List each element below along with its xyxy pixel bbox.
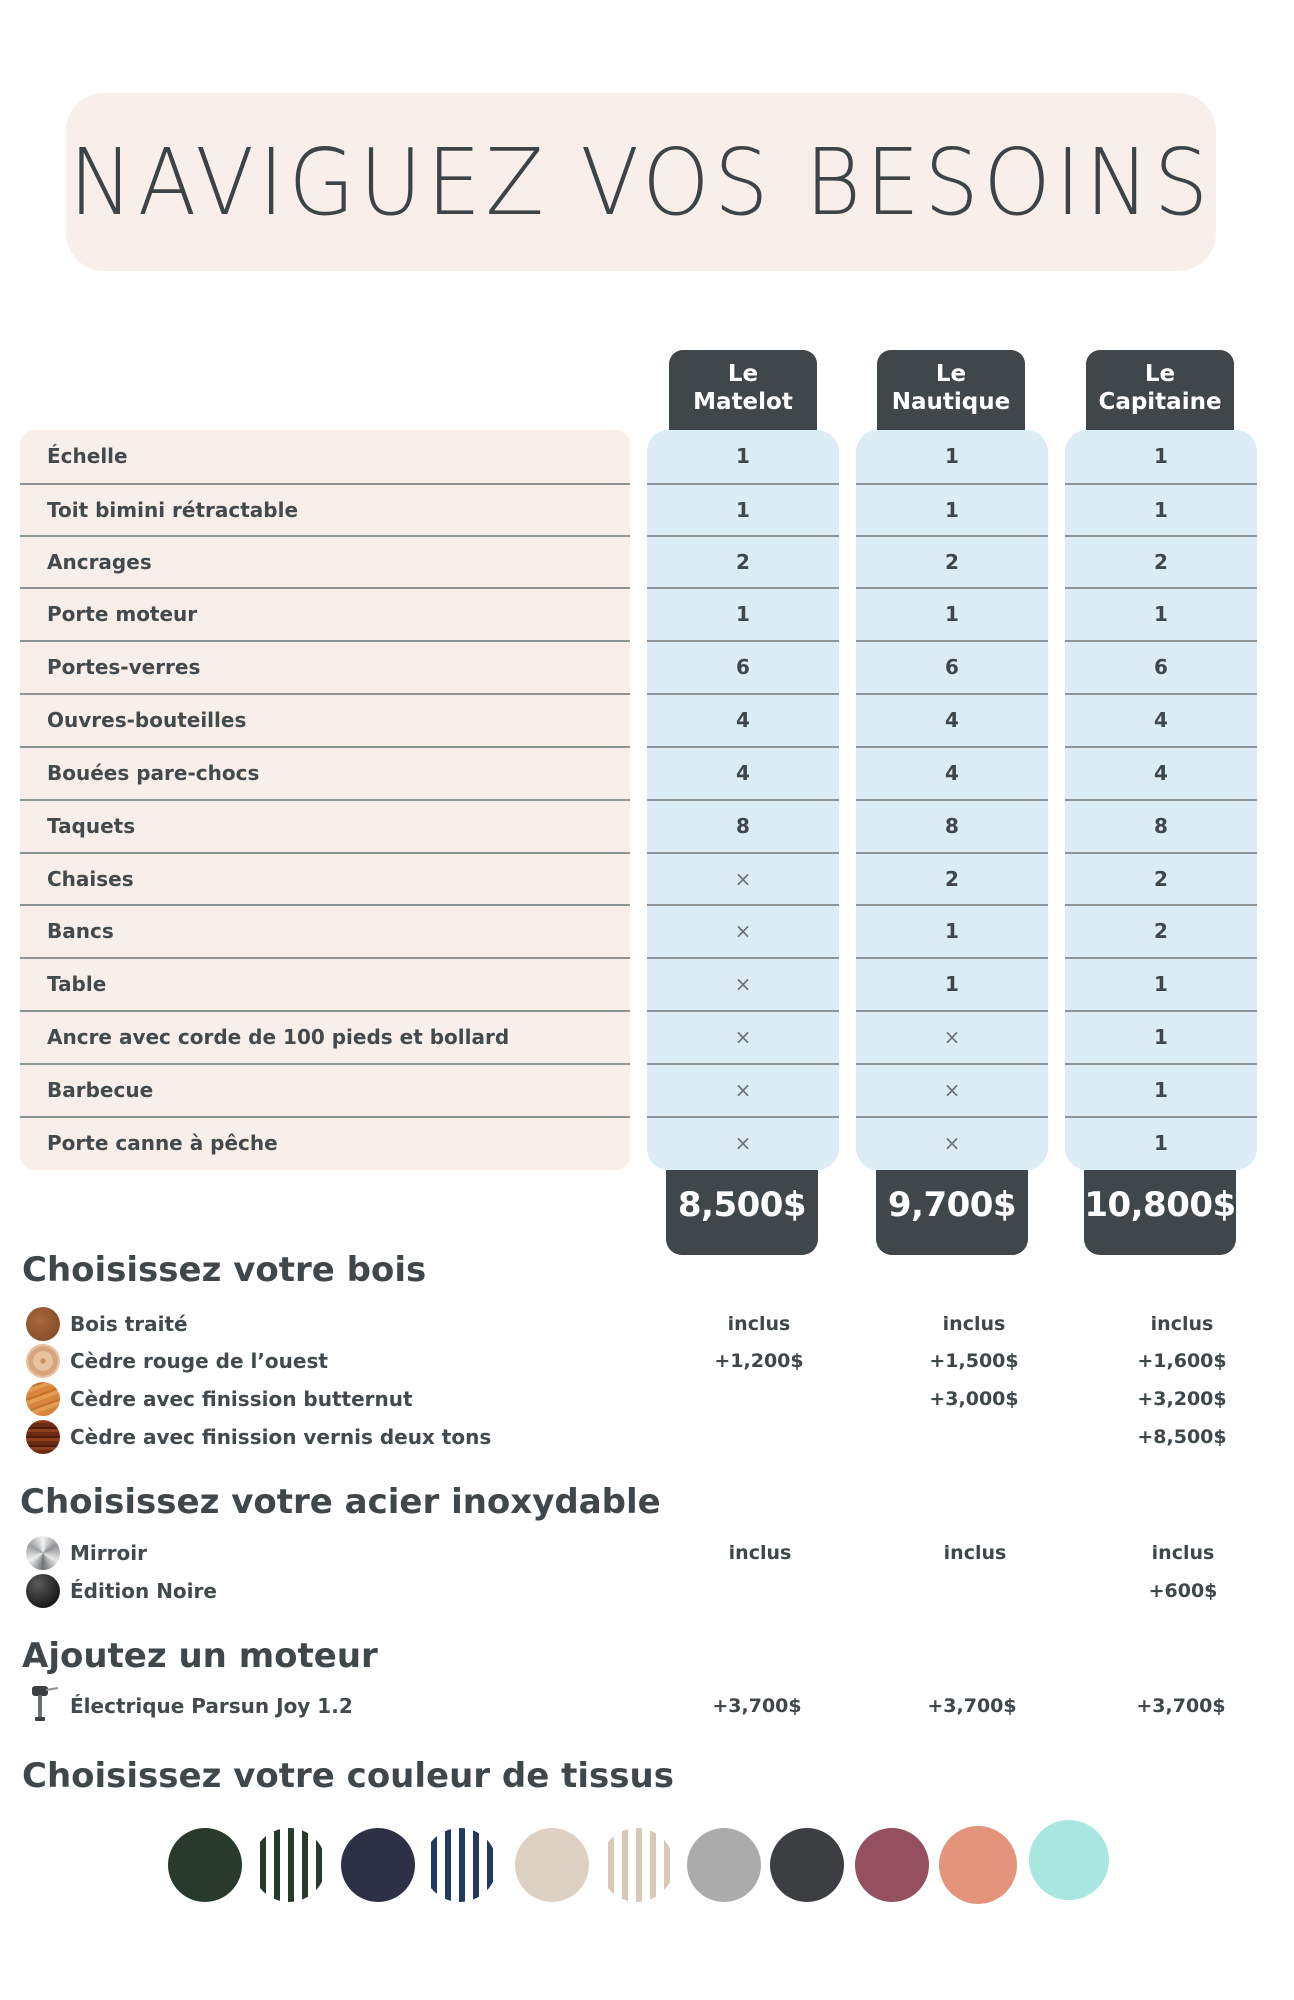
wood-heading: Choisissez votre bois (22, 1250, 427, 1290)
option-price-capitaine: +1,600$ (1137, 1350, 1227, 1372)
feature-value-capitaine: 2 (1154, 867, 1168, 891)
feature-value-nautique: 2 (945, 550, 959, 574)
feature-row (0, 905, 1294, 958)
feature-name: Taquets (47, 814, 136, 838)
option-row[interactable] (24, 1343, 1284, 1379)
feature-value-matelot: × (734, 972, 752, 996)
fabric-swatch-dark-green[interactable] (168, 1828, 242, 1902)
model-header-line1: Le (1144, 361, 1176, 387)
feature-value-matelot: 1 (736, 602, 750, 626)
feature-value-matelot: × (734, 1078, 752, 1102)
fabric-swatch-beige-striped[interactable] (600, 1828, 674, 1902)
option-price-nautique: inclus (942, 1313, 1006, 1335)
option-price-capitaine: +600$ (1148, 1580, 1218, 1602)
feature-value-capitaine: 2 (1154, 550, 1168, 574)
feature-value-capitaine: 1 (1154, 1131, 1168, 1155)
treated-wood-icon (26, 1307, 60, 1341)
model-header-nautique (877, 350, 1025, 430)
option-price-nautique: +3,700$ (927, 1695, 1017, 1717)
feature-name: Bouées pare-chocs (47, 761, 260, 785)
option-price-matelot: inclus (728, 1542, 792, 1564)
feature-name: Chaises (47, 867, 134, 891)
feature-row (0, 800, 1294, 853)
feature-row (0, 588, 1294, 641)
outboard-motor-icon (26, 1684, 60, 1718)
feature-value-capitaine: 2 (1154, 919, 1168, 943)
feature-value-matelot: 6 (736, 655, 750, 679)
feature-value-capitaine: 1 (1154, 1025, 1168, 1049)
feature-name: Ancrages (47, 550, 152, 574)
feature-row (0, 484, 1294, 537)
option-price-capitaine: +3,700$ (1136, 1695, 1226, 1717)
feature-value-matelot: 1 (736, 498, 750, 522)
steel-heading: Choisissez votre acier inoxydable (20, 1482, 661, 1522)
feature-row (0, 1117, 1294, 1170)
feature-value-matelot: 2 (736, 550, 750, 574)
feature-value-nautique: 6 (945, 655, 959, 679)
model-header-line1: Le (935, 361, 967, 387)
feature-value-matelot: × (734, 1131, 752, 1155)
option-price-capitaine: inclus (1150, 1313, 1214, 1335)
feature-name: Portes-verres (47, 655, 201, 679)
feature-value-nautique: 1 (945, 498, 959, 522)
feature-value-nautique: 2 (945, 867, 959, 891)
feature-name: Porte canne à pêche (47, 1131, 278, 1155)
fabric-swatch-coral[interactable] (939, 1826, 1017, 1904)
feature-name: Toit bimini rétractable (47, 498, 299, 522)
feature-value-matelot: 8 (736, 814, 750, 838)
mirror-steel-icon (26, 1536, 60, 1570)
feature-value-nautique: × (943, 1078, 961, 1102)
fabric-swatch-navy[interactable] (341, 1828, 415, 1902)
option-price-matelot: +1,200$ (714, 1350, 804, 1372)
price-capitaine: 10,800$ (1084, 1170, 1236, 1255)
feature-value-nautique: 4 (945, 708, 959, 732)
feature-value-matelot: × (734, 867, 752, 891)
feature-value-matelot: × (734, 919, 752, 943)
option-label: Édition Noire (70, 1579, 217, 1603)
feature-value-capitaine: 1 (1154, 972, 1168, 996)
option-row[interactable] (24, 1306, 1284, 1342)
title-banner (66, 93, 1216, 271)
model-header-line2: Capitaine (1098, 389, 1222, 415)
feature-value-nautique: × (943, 1131, 961, 1155)
option-row[interactable] (24, 1688, 1284, 1724)
option-label: Bois traité (70, 1312, 188, 1336)
feature-row (0, 853, 1294, 906)
black-steel-icon (26, 1574, 60, 1608)
option-price-capitaine: +3,200$ (1137, 1388, 1227, 1410)
feature-row (0, 694, 1294, 747)
option-price-nautique: +3,000$ (929, 1388, 1019, 1410)
feature-name: Échelle (47, 444, 128, 468)
feature-value-nautique: 1 (945, 602, 959, 626)
feature-row (0, 430, 1294, 483)
option-price-matelot: +3,700$ (712, 1695, 802, 1717)
feature-row (0, 747, 1294, 800)
option-price-matelot: inclus (727, 1313, 791, 1335)
option-label: Électrique Parsun Joy 1.2 (70, 1694, 353, 1718)
feature-value-matelot: 4 (736, 761, 750, 785)
feature-row (0, 1064, 1294, 1117)
feature-value-matelot: 4 (736, 708, 750, 732)
option-row[interactable] (24, 1535, 1284, 1571)
feature-value-matelot: 1 (736, 444, 750, 468)
option-price-capitaine: +8,500$ (1137, 1426, 1227, 1448)
price-nautique: 9,700$ (876, 1170, 1028, 1255)
option-label: Cèdre avec finission vernis deux tons (70, 1425, 492, 1449)
feature-value-capitaine: 4 (1154, 708, 1168, 732)
model-header-capitaine (1086, 350, 1234, 430)
option-row[interactable] (24, 1419, 1284, 1455)
feature-value-capitaine: 6 (1154, 655, 1168, 679)
feature-value-capitaine: 1 (1154, 602, 1168, 626)
option-row[interactable] (24, 1381, 1284, 1417)
model-header-line2: Matelot (693, 389, 793, 415)
model-header-line1: Le (727, 361, 759, 387)
option-price-capitaine: inclus (1151, 1542, 1215, 1564)
feature-value-nautique: 1 (945, 972, 959, 996)
option-label: Cèdre rouge de l’ouest (70, 1349, 328, 1373)
feature-row (0, 1011, 1294, 1064)
feature-name: Ancre avec corde de 100 pieds et bollard (47, 1025, 510, 1049)
feature-value-nautique: 4 (945, 761, 959, 785)
fabric-swatch-charcoal[interactable] (770, 1828, 844, 1902)
feature-value-nautique: 1 (945, 919, 959, 943)
feature-value-matelot: × (734, 1025, 752, 1049)
feature-name: Barbecue (47, 1078, 154, 1102)
price-matelot: 8,500$ (666, 1170, 818, 1255)
feature-row (0, 641, 1294, 694)
model-header-line2: Nautique (891, 389, 1011, 415)
motor-heading: Ajoutez un moteur (22, 1636, 378, 1676)
option-price-nautique: +1,500$ (929, 1350, 1019, 1372)
feature-name: Bancs (47, 919, 114, 943)
feature-value-capitaine: 1 (1154, 498, 1168, 522)
fabric-swatch-burgundy[interactable] (855, 1828, 929, 1902)
fabric-swatch-dark-green-striped[interactable] (252, 1828, 326, 1902)
feature-row (0, 536, 1294, 589)
feature-row (0, 958, 1294, 1011)
feature-value-capitaine: 1 (1154, 444, 1168, 468)
option-label: Cèdre avec finission butternut (70, 1387, 413, 1411)
feature-value-nautique: 1 (945, 444, 959, 468)
feature-value-capitaine: 1 (1154, 1078, 1168, 1102)
option-label: Mirroir (70, 1541, 147, 1565)
fabric-swatch-grey[interactable] (687, 1828, 761, 1902)
red-cedar-icon (26, 1344, 60, 1378)
fabric-heading: Choisissez votre couleur de tissus (22, 1756, 674, 1796)
feature-name: Ouvres-bouteilles (47, 708, 247, 732)
fabric-swatch-navy-striped[interactable] (423, 1828, 497, 1902)
option-price-nautique: inclus (943, 1542, 1007, 1564)
fabric-swatch-beige[interactable] (515, 1828, 589, 1902)
feature-value-nautique: 8 (945, 814, 959, 838)
feature-value-capitaine: 4 (1154, 761, 1168, 785)
feature-value-capitaine: 8 (1154, 814, 1168, 838)
option-row[interactable] (24, 1573, 1284, 1609)
butternut-cedar-icon (26, 1382, 60, 1416)
feature-value-nautique: × (943, 1025, 961, 1049)
page-title: NAVIGUEZ VOS BESOINS (69, 128, 1213, 236)
fabric-swatch-aqua[interactable] (1029, 1820, 1109, 1900)
feature-name: Porte moteur (47, 602, 198, 626)
two-tone-cedar-icon (26, 1420, 60, 1454)
feature-name: Table (47, 972, 107, 996)
model-header-matelot (669, 350, 817, 430)
